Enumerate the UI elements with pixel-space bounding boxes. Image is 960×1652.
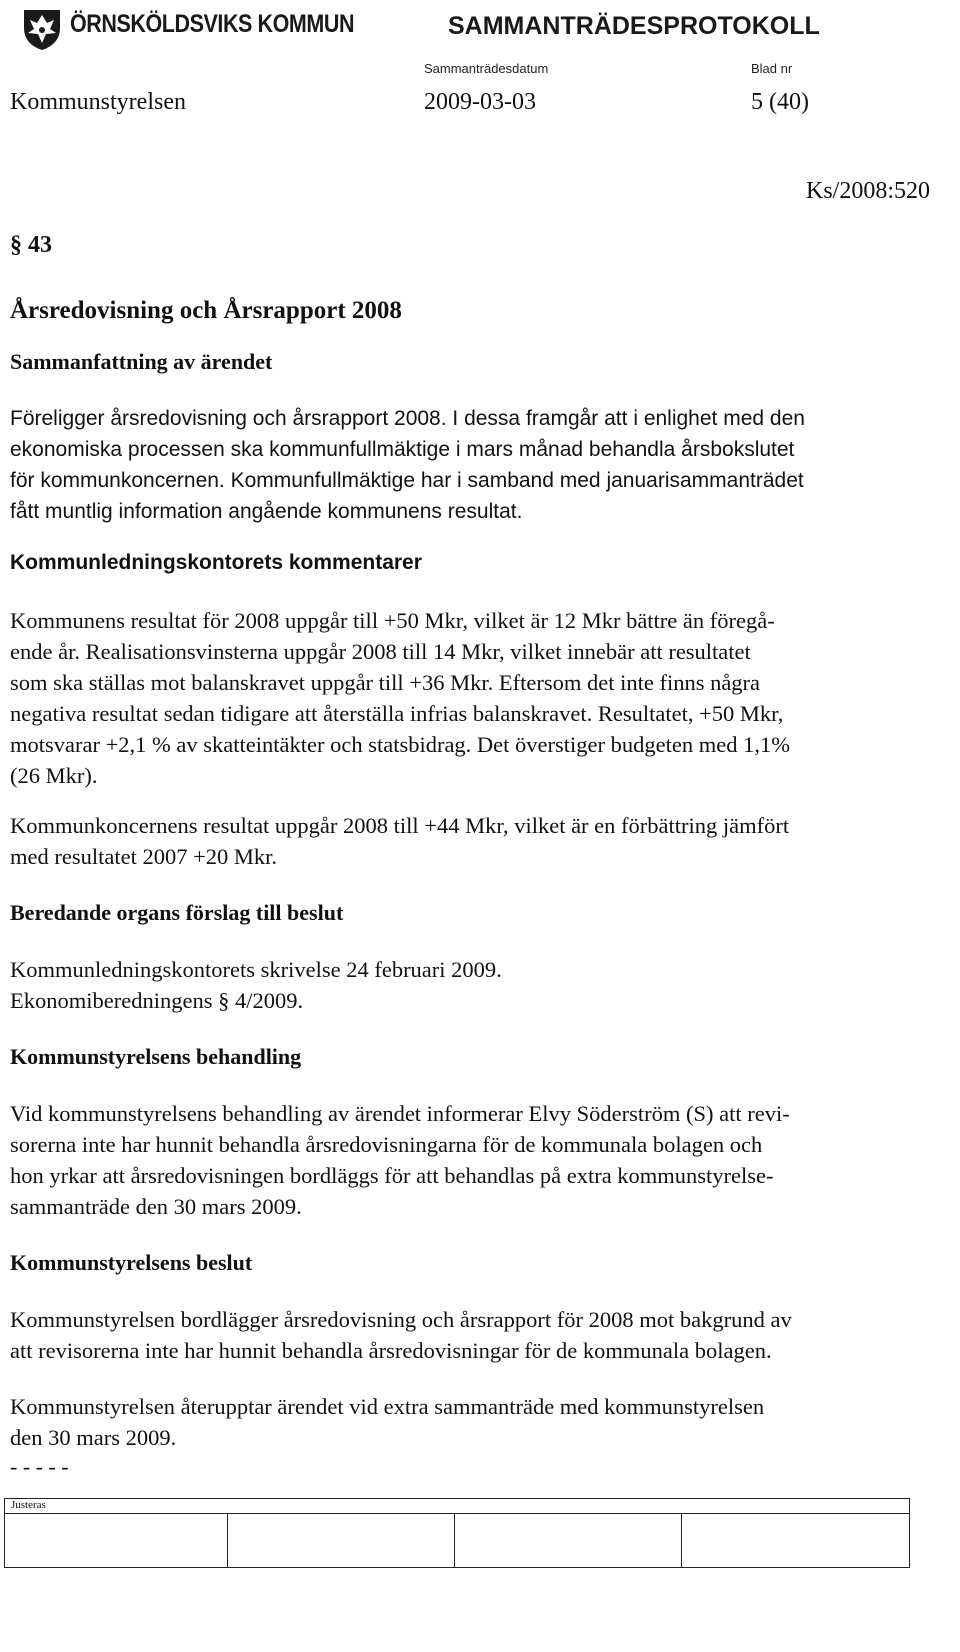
handling-line: sammanträde den 30 mars 2009. [10,1194,302,1219]
signature-cell [681,1513,682,1567]
office-comments-paragraph-2 [10,810,910,872]
meeting-date: 2009-03-03 [424,89,536,115]
office-comments-heading: Kommunledningskontorets kommentarer [10,551,422,574]
summary-line: för kommunkoncernen. Kommunfullmäktige har i samband med januarisammanträdet [10,469,804,492]
office-line: negativa resultat sedan tidigare att återställa infrias balanskravet. Resultatet, +50 Mkr, [10,701,784,726]
decision-paragraph-1 [10,1304,910,1366]
case-number: Ks/2008:520 [805,178,930,204]
justeras-label: Justeras [11,1499,46,1511]
municipality-crest-icon [20,6,64,52]
page-number: 5 (40) [751,89,809,115]
signature-cell [227,1513,228,1567]
proposal-line: Kommunledningskontorets skrivelse 24 februari 2009. [10,957,502,982]
summary-line: Föreligger årsredovisning och årsrapport 2008. I dessa framgår att i enlighet med den [10,407,805,430]
office-line: Kommunens resultat för 2008 uppgår till +50 Mkr, vilket är 12 Mkr bättre än föregå- [10,608,775,633]
office-line: motsvarar +2,1 % av skatteintäkter och statsbidrag. Det överstiger budgeten med 1,1% [10,732,790,757]
proposal-paragraph [10,954,910,1016]
signature-table [4,1498,910,1568]
decision-line: att revisorerna inte har hunnit behandla årsredovisningar för de kommunala bolagen. [10,1338,772,1363]
decision-paragraph-2 [10,1391,910,1453]
organization-name: ÖRNSKÖLDSVIKS KOMMUN [70,10,355,38]
handling-paragraph [10,1098,910,1222]
decision-line: Kommunstyrelsen återupptar ärendet vid extra sammanträde med kommunstyrelsen [10,1394,765,1419]
office-comments-paragraph-1 [10,605,910,791]
office-line: Kommunkoncernens resultat uppgår 2008 till +44 Mkr, vilket är en förbättring jämfört [10,813,790,838]
page-label: Blad nr [751,61,793,76]
summary-line: ekonomiska processen ska kommunfullmäktige i mars månad behandla årsbokslutet [10,438,795,461]
handling-line: Vid kommunstyrelsens behandling av ärendet informerar Elvy Söderström (S) att revi- [10,1101,790,1126]
decision-heading: Kommunstyrelsens beslut [10,1250,253,1275]
summary-heading: Sammanfattning av ärendet [10,349,273,374]
office-line: som ska ställas mot balanskravet uppgår till +36 Mkr. Eftersom det inte finns några [10,670,761,695]
date-label: Sammanträdesdatum [424,61,549,76]
office-line: (26 Mkr). [10,763,98,788]
end-marker: - - - - - [10,1454,69,1479]
handling-heading: Kommunstyrelsens behandling [10,1044,302,1069]
handling-line: hon yrkar att årsredovisningen bordläggs för att behandlas på extra kommunstyrelse- [10,1163,774,1188]
paragraph-number: § 43 [10,232,52,258]
signature-cell [454,1513,455,1567]
decision-line: Kommunstyrelsen bordlägger årsredovisning och årsrapport för 2008 mot bakgrund av [10,1307,792,1332]
office-line: ende år. Realisationsvinsterna uppgår 2008 till 14 Mkr, vilket innebär att resultatet [10,639,751,664]
proposal-line: Ekonomiberedningens § 4/2009. [10,988,304,1013]
proposal-heading: Beredande organs förslag till beslut [10,900,344,925]
document-type: SAMMANTRÄDESPROTOKOLL [448,12,820,40]
handling-line: sorerna inte har hunnit behandla årsredovisningarna för de kommunala bolagen och [10,1132,763,1157]
office-line: med resultatet 2007 +20 Mkr. [10,844,278,869]
summary-line: fått muntlig information angående kommunens resultat. [10,500,523,523]
summary-paragraph [10,403,910,527]
decision-line: den 30 mars 2009. [10,1425,177,1450]
page-title: Årsredovisning och Årsrapport 2008 [10,297,402,324]
signature-table-header [5,1499,909,1514]
committee-name: Kommunstyrelsen [10,89,186,115]
